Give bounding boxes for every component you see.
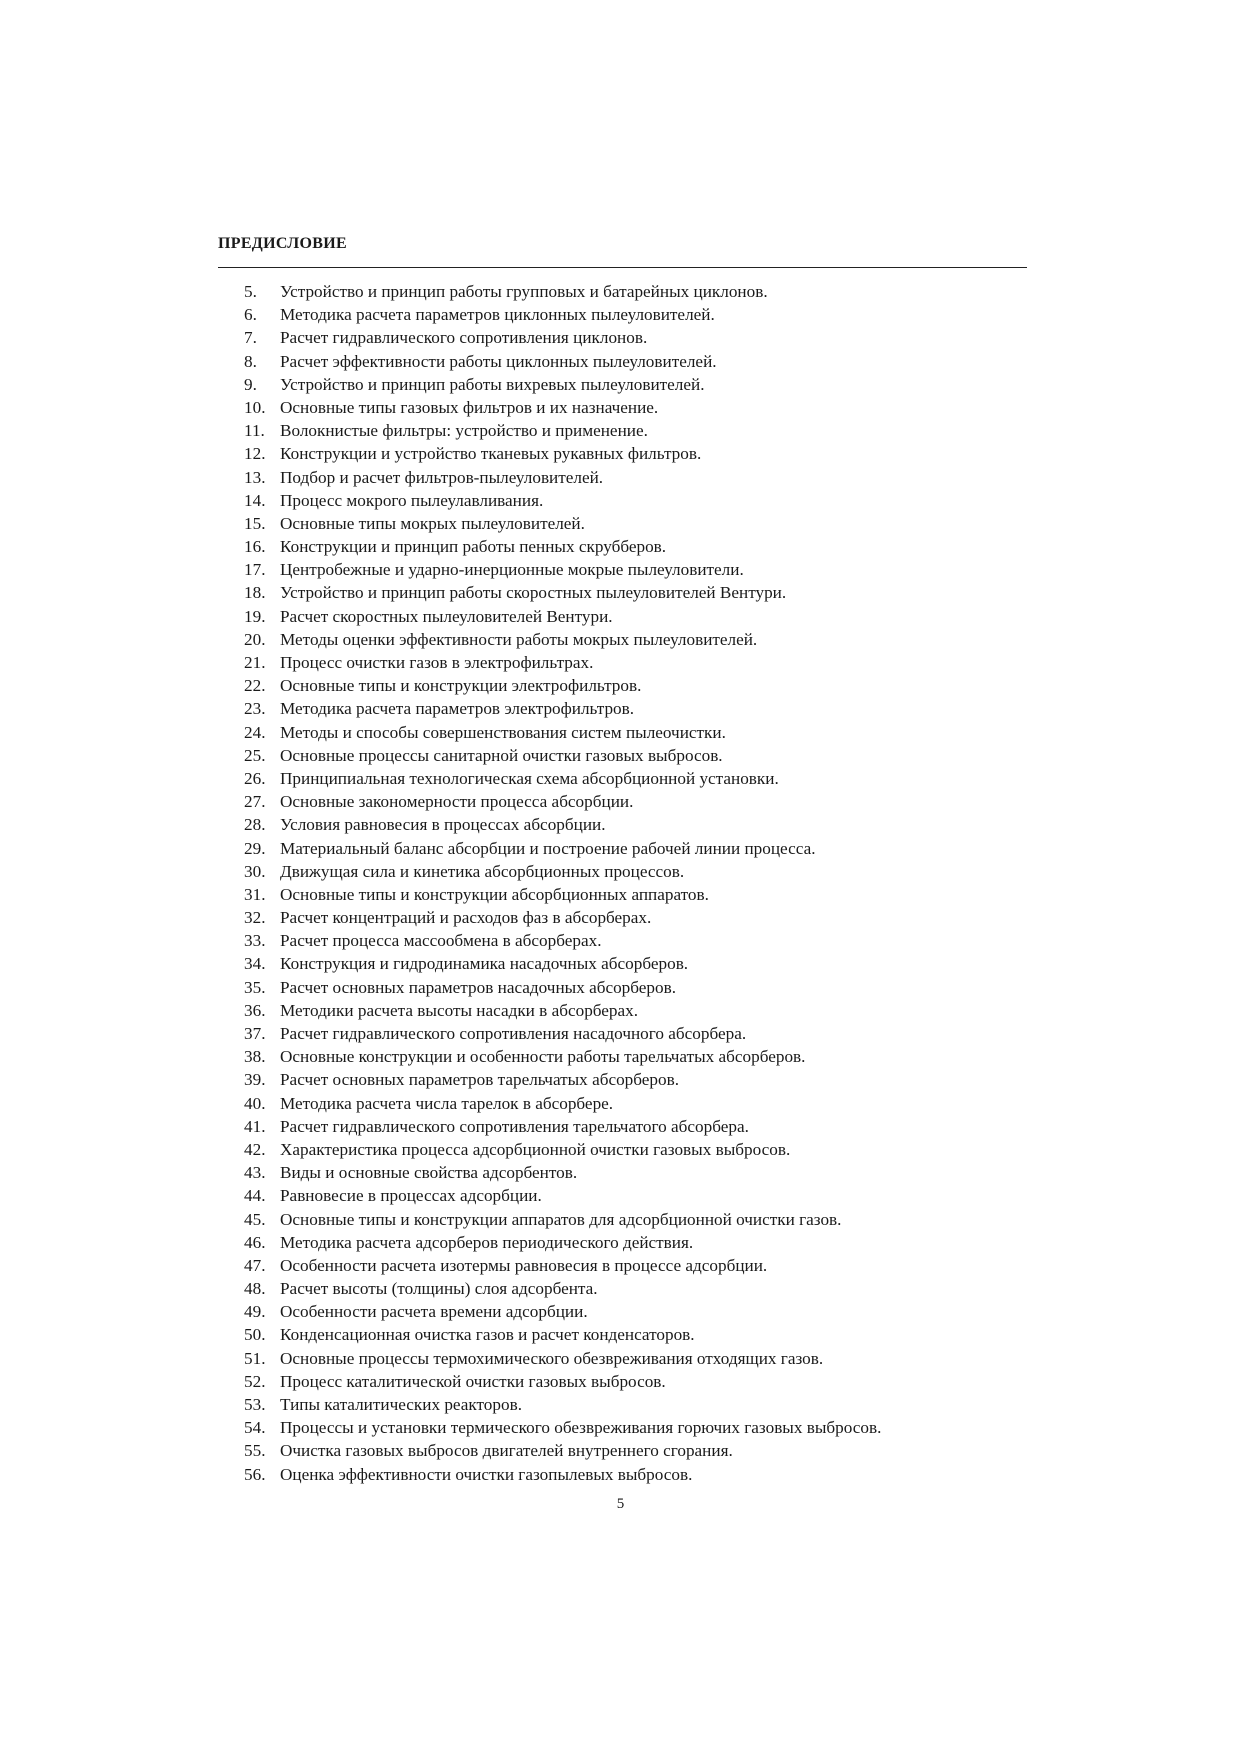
item-number: 9. <box>244 374 257 394</box>
item-number: 26. <box>244 768 266 788</box>
item-text: Методика расчета числа тарелок в абсорбере. <box>280 1093 614 1113</box>
item-number: 6. <box>244 305 257 325</box>
item-text: Процесс каталитической очистки газовых выбросов. <box>280 1371 666 1391</box>
item-number: 28. <box>244 815 266 835</box>
list-item <box>244 999 1024 1022</box>
list-item <box>244 1393 1024 1416</box>
item-number: 20. <box>244 629 266 649</box>
list-item <box>244 350 1024 373</box>
item-text: Материальный баланс абсорбции и построение рабочей линии процесса. <box>280 838 816 858</box>
item-number: 8. <box>244 351 257 371</box>
item-text: Устройство и принцип работы скоростных пылеуловителей Вентури. <box>280 583 787 603</box>
item-text: Расчет эффективности работы циклонных пылеуловителей. <box>280 351 717 371</box>
item-text: Основные типы и конструкции абсорбционных аппаратов. <box>280 884 709 904</box>
list-item <box>244 605 1024 628</box>
item-number: 31. <box>244 884 266 904</box>
item-text: Методы оценки эффективности работы мокрых пылеуловителей. <box>280 629 758 649</box>
list-item <box>244 1416 1024 1439</box>
list-item <box>244 535 1024 558</box>
item-text: Методика расчета адсорберов периодического действия. <box>280 1232 694 1252</box>
list-item <box>244 303 1024 326</box>
item-text: Расчет высоты (толщины) слоя адсорбента. <box>280 1279 598 1299</box>
item-text: Принципиальная технологическая схема абсорбционной установки. <box>280 768 779 788</box>
item-text: Основные конструкции и особенности работы тарельчатых абсорберов. <box>280 1047 806 1067</box>
list-item <box>244 790 1024 813</box>
item-number: 18. <box>244 583 266 603</box>
list-item <box>244 581 1024 604</box>
item-number: 50. <box>244 1325 266 1345</box>
item-text: Основные типы и конструкции электрофильтров. <box>280 676 642 696</box>
item-number: 19. <box>244 606 266 626</box>
list-item <box>244 326 1024 349</box>
item-text: Основные закономерности процесса абсорбции. <box>280 792 634 812</box>
item-text: Конструкции и принцип работы пенных скрубберов. <box>280 537 667 557</box>
item-text: Основные типы газовых фильтров и их назначение. <box>280 397 659 417</box>
item-text: Расчет концентраций и расходов фаз в абсорберах. <box>280 908 652 928</box>
item-number: 36. <box>244 1000 266 1020</box>
item-text: Методика расчета параметров электрофильтров. <box>280 699 635 719</box>
list-item <box>244 721 1024 744</box>
list-item <box>244 373 1024 396</box>
section-title: ПРЕДИСЛОВИЕ <box>218 235 347 252</box>
list-item <box>244 952 1024 975</box>
list-item <box>244 1439 1024 1462</box>
list-item <box>244 1277 1024 1300</box>
page-header <box>218 235 1027 268</box>
list-item <box>244 1347 1024 1370</box>
item-text: Очистка газовых выбросов двигателей внутреннего сгорания. <box>280 1441 733 1461</box>
item-text: Движущая сила и кинетика абсорбционных процессов. <box>280 861 685 881</box>
item-text: Характеристика процесса адсорбционной очистки газовых выбросов. <box>280 1139 791 1159</box>
list-item <box>244 489 1024 512</box>
item-text: Оценка эффективности очистки газопылевых выбросов. <box>280 1464 693 1484</box>
item-number: 21. <box>244 653 266 672</box>
list-item <box>244 558 1024 581</box>
item-text: Методы и способы совершенствования систем пылеочистки. <box>280 722 726 742</box>
item-number: 11. <box>244 421 265 441</box>
item-text: Основные процессы санитарной очистки газовых выбросов. <box>280 745 723 765</box>
item-text: Расчет основных параметров тарельчатых абсорберов. <box>280 1070 680 1090</box>
list-item <box>244 929 1024 952</box>
list-item <box>244 396 1024 419</box>
list-item <box>244 280 1024 303</box>
item-number: 34. <box>244 954 266 974</box>
item-text: Подбор и расчет фильтров-пылеуловителей. <box>280 467 604 487</box>
list-item <box>244 1208 1024 1231</box>
item-text: Методика расчета параметров циклонных пылеуловителей. <box>280 305 715 325</box>
item-number: 17. <box>244 560 266 580</box>
list-item <box>244 1045 1024 1068</box>
question-list <box>244 280 1024 1486</box>
item-number: 41. <box>244 1116 266 1136</box>
list-item <box>244 1184 1024 1207</box>
item-number: 40. <box>244 1093 266 1113</box>
list-item <box>244 419 1024 442</box>
list-item <box>244 813 1024 836</box>
item-text: Конструкции и устройство тканевых рукавных фильтров. <box>280 444 702 464</box>
list-item <box>244 1463 1024 1486</box>
list-item <box>244 860 1024 883</box>
item-text: Методики расчета высоты насадки в абсорберах. <box>280 1000 639 1020</box>
item-number: 54. <box>244 1418 266 1438</box>
list-item <box>244 1138 1024 1161</box>
item-number: 10. <box>244 397 266 417</box>
list-item <box>244 697 1024 720</box>
list-item <box>244 1022 1024 1045</box>
item-number: 51. <box>244 1348 266 1368</box>
list-item <box>244 442 1024 465</box>
item-text: Расчет процесса массообмена в абсорберах. <box>280 931 602 951</box>
item-number: 43. <box>244 1163 266 1183</box>
item-number: 46. <box>244 1232 266 1252</box>
item-text: Расчет основных параметров насадочных абсорберов. <box>280 977 677 997</box>
item-number: 45. <box>244 1209 266 1229</box>
list-item <box>244 1231 1024 1254</box>
list-item <box>244 744 1024 767</box>
item-text: Типы каталитических реакторов. <box>280 1395 523 1414</box>
list-item <box>244 628 1024 651</box>
item-number: 25. <box>244 745 266 765</box>
item-number: 47. <box>244 1255 266 1275</box>
item-number: 44. <box>244 1186 266 1206</box>
list-item <box>244 651 1024 674</box>
item-number: 39. <box>244 1070 266 1090</box>
item-number: 5. <box>244 282 257 301</box>
item-text: Устройство и принцип работы групповых и батарейных циклонов. <box>280 282 768 301</box>
list-item <box>244 1300 1024 1323</box>
list-item <box>244 512 1024 535</box>
item-text: Особенности расчета времени адсорбции. <box>280 1302 588 1322</box>
item-number: 27. <box>244 792 266 812</box>
item-text: Конструкция и гидродинамика насадочных абсорберов. <box>280 954 689 974</box>
list-item <box>244 1370 1024 1393</box>
item-text: Процессы и установки термического обезвреживания горючих газовых выбросов. <box>280 1418 882 1438</box>
item-number: 14. <box>244 490 266 510</box>
list-item <box>244 1092 1024 1115</box>
list-item <box>244 906 1024 929</box>
item-text: Основные процессы термохимического обезвреживания отходящих газов. <box>280 1348 824 1368</box>
item-text: Процесс очистки газов в электрофильтрах. <box>280 653 594 672</box>
item-number: 29. <box>244 838 266 858</box>
item-number: 16. <box>244 537 266 557</box>
list-item <box>244 674 1024 697</box>
item-number: 33. <box>244 931 266 951</box>
item-text: Расчет гидравлического сопротивления циклонов. <box>280 328 648 348</box>
item-number: 49. <box>244 1302 266 1322</box>
list-item <box>244 837 1024 860</box>
item-number: 32. <box>244 908 266 928</box>
list-item <box>244 1254 1024 1277</box>
list-item <box>244 1323 1024 1346</box>
item-text: Расчет гидравлического сопротивления тарельчатого абсорбера. <box>280 1116 749 1136</box>
item-number: 13. <box>244 467 266 487</box>
item-text: Особенности расчета изотермы равновесия в процессе адсорбции. <box>280 1255 768 1275</box>
item-number: 30. <box>244 861 266 881</box>
item-number: 23. <box>244 699 266 719</box>
item-text: Устройство и принцип работы вихревых пылеуловителей. <box>280 374 705 394</box>
item-number: 37. <box>244 1024 266 1043</box>
item-number: 48. <box>244 1279 266 1299</box>
list-item <box>244 883 1024 906</box>
list-item <box>244 1115 1024 1138</box>
item-number: 56. <box>244 1464 266 1484</box>
item-number: 38. <box>244 1047 266 1067</box>
list-item <box>244 466 1024 489</box>
item-text: Основные типы и конструкции аппаратов для адсорбционной очистки газов. <box>280 1209 842 1229</box>
item-text: Волокнистые фильтры: устройство и применение. <box>280 421 648 441</box>
item-text: Виды и основные свойства адсорбентов. <box>280 1163 578 1183</box>
item-number: 7. <box>244 328 257 348</box>
item-text: Основные типы мокрых пылеуловителей. <box>280 513 585 533</box>
list-item <box>244 1068 1024 1091</box>
item-number: 53. <box>244 1395 266 1414</box>
item-number: 52. <box>244 1371 266 1391</box>
page-number: 5 <box>616 1496 625 1512</box>
item-text: Центробежные и ударно-инерционные мокрые пылеуловители. <box>280 560 744 580</box>
item-number: 55. <box>244 1441 266 1461</box>
item-text: Расчет скоростных пылеуловителей Вентури. <box>280 606 613 626</box>
item-text: Условия равновесия в процессах абсорбции. <box>280 815 606 835</box>
item-number: 15. <box>244 513 266 533</box>
item-number: 42. <box>244 1139 266 1159</box>
item-text: Расчет гидравлического сопротивления насадочного абсорбера. <box>280 1024 747 1043</box>
item-text: Равновесие в процессах адсорбции. <box>280 1186 542 1206</box>
item-number: 22. <box>244 676 266 696</box>
item-number: 35. <box>244 977 266 997</box>
item-number: 24. <box>244 722 266 742</box>
list-item <box>244 1161 1024 1184</box>
item-text: Процесс мокрого пылеулавливания. <box>280 490 544 510</box>
list-item <box>244 976 1024 999</box>
item-number: 12. <box>244 444 266 464</box>
item-text: Конденсационная очистка газов и расчет конденсаторов. <box>280 1325 695 1345</box>
list-item <box>244 767 1024 790</box>
